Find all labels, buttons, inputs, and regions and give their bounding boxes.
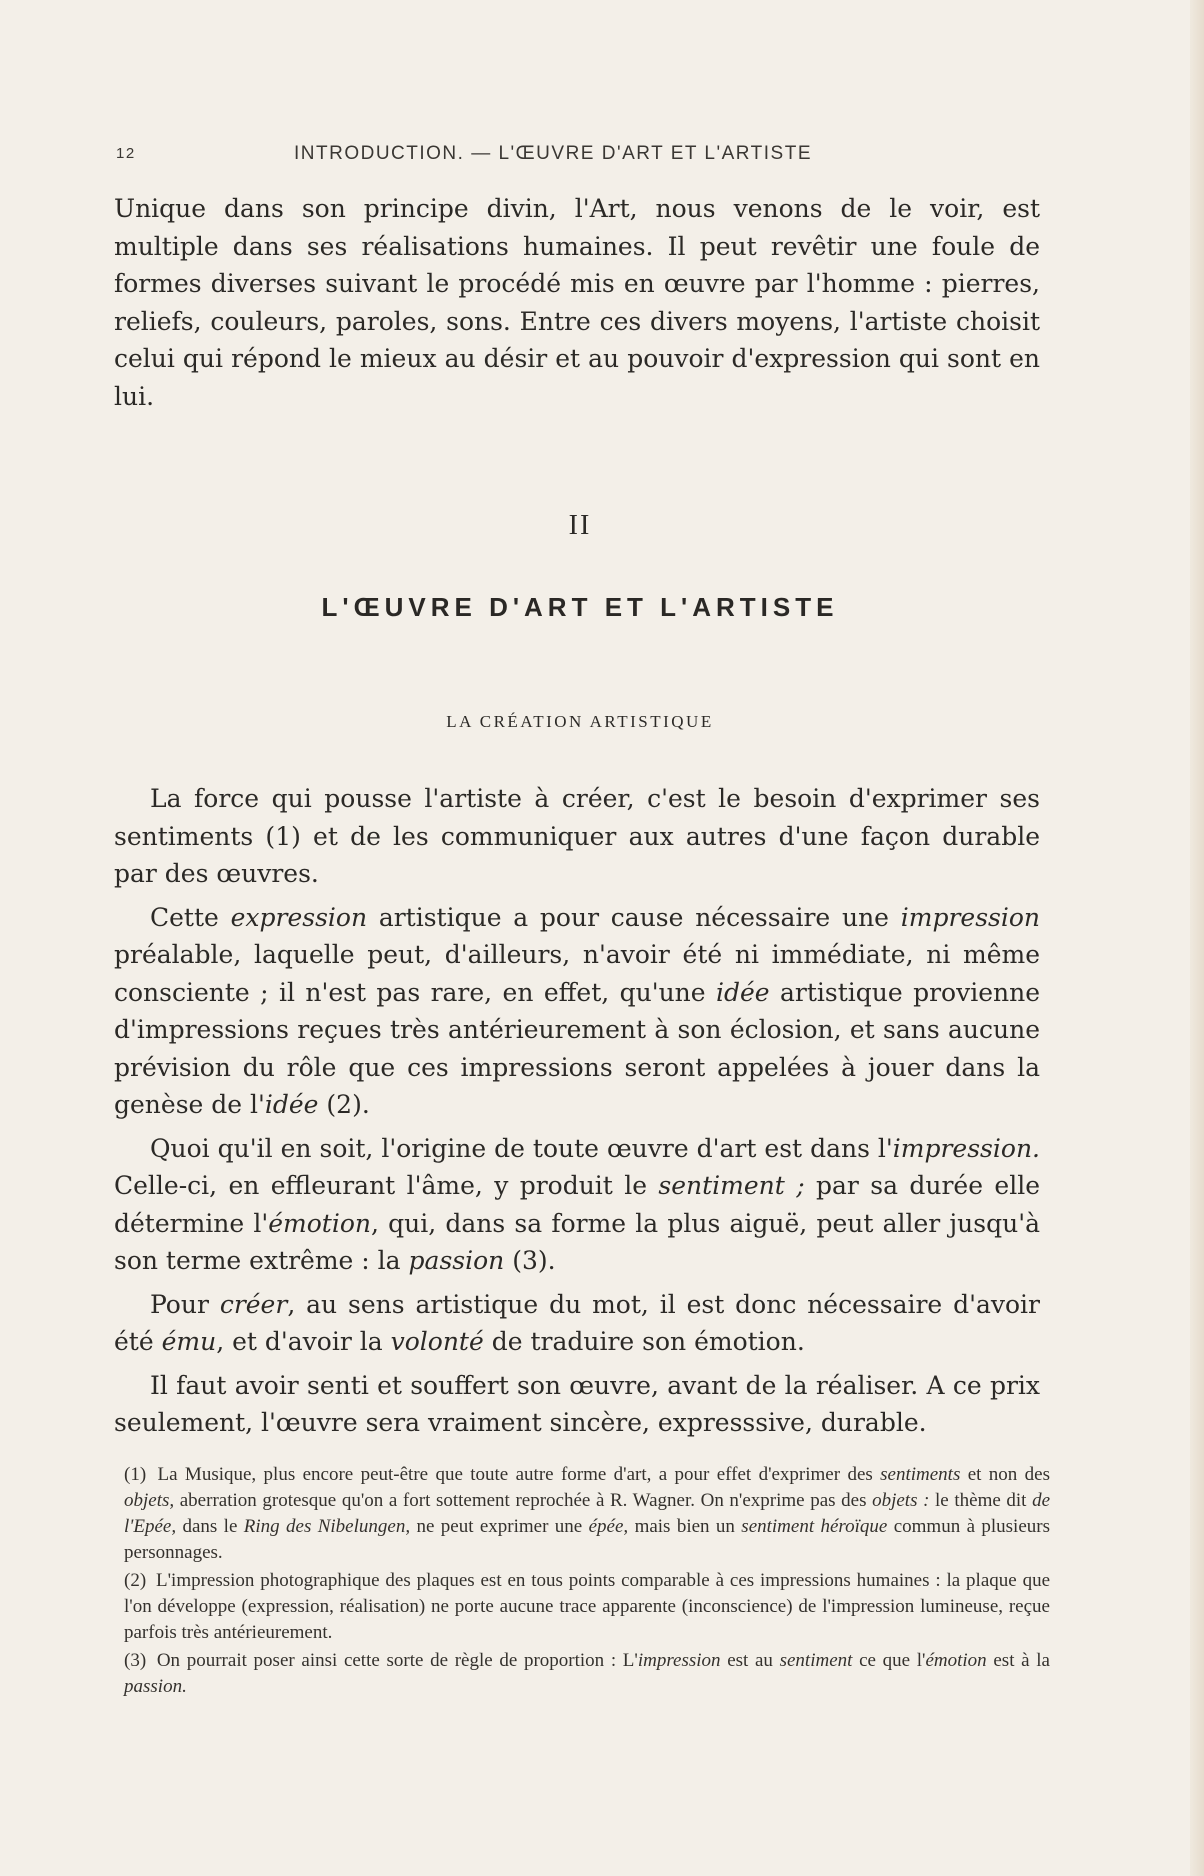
intro-paragraph: Unique dans son principe divin, l'Art, nous venons de le voir, est multiple dans ses réalisations humaines. Il peut revêtir une foule de formes diverses suivant le procédé mis en œuvre par l'homme : pierres, reliefs, couleurs, paroles, sons. Entre ces divers moyens, l'artiste choisit celui qui répond le mieux au désir et au pouvoir d'expression qui sont en lui.: [114, 194, 1040, 411]
body-text: [114, 780, 1040, 1442]
footnote-2: (2) L'impression photographique des plaques est en tous points comparable à ces impressions humaines : la plaque que l'on développe (expression, réalisation) ne porte aucune trace apparente (inconscience) de l'impression lumineuse, reçue parfois très antérieurement.: [124, 1570, 1050, 1643]
section-title: L'ŒUVRE D'ART ET L'ARTISTE: [321, 592, 839, 622]
running-head: [116, 143, 1036, 173]
running-head-title: INTRODUCTION. — L'ŒUVRE D'ART ET L'ARTISTE: [294, 143, 812, 164]
section-subtitle: LA CRÉATION ARTISTIQUE: [446, 712, 714, 731]
paragraph-3: Quoi qu'il en soit, l'origine de toute œuvre d'art est dans l'impression. Celle-ci, en effleurant l'âme, y produit le sentiment ; par sa durée elle détermine l'émotion, qui, dans sa forme la plus aiguë, peut aller jusqu'à son terme extrême : la passion (3).: [114, 1133, 1040, 1275]
page-edge: [1190, 0, 1204, 1876]
paragraph-1: La force qui pousse l'artiste à créer, c'est le besoin d'exprimer ses sentiments (1) et de les communiquer aux autres d'une façon durable par des œuvres.: [114, 784, 1040, 888]
paragraph-4: Pour créer, au sens artistique du mot, il est donc nécessaire d'avoir été ému, et d'avoir la volonté de traduire son émotion.: [114, 1289, 1041, 1356]
section-numeral: II: [568, 510, 592, 541]
footnote-1: (1) La Musique, plus encore peut-être que toute autre forme d'art, a pour effet d'exprimer des sentiments et non des objets, aberration grotesque qu'on a fort sottement reprochée à R. Wagner. On n'exprime pas des objets : le thème dit de l'Epée, dans le Ring des Nibelungen, ne peut exprimer une épée, mais bien un sentiment héroïque commun à plusieurs personnages.: [124, 1464, 1050, 1563]
footnotes: [124, 1462, 1050, 1702]
paragraph-5: Il faut avoir senti et souffert son œuvre, avant de la réaliser. A ce prix seulement, l'œuvre sera vraiment sincère, expresssive, durable.: [114, 1370, 1040, 1437]
footnote-3: (3) On pourrait poser ainsi cette sorte de règle de proportion : L'impression est au sentiment ce que l'émotion est à la passion.: [124, 1650, 1050, 1697]
page-number: 12: [116, 145, 136, 162]
paragraph-2: Cette expression artistique a pour cause nécessaire une impression préalable, laquelle peut, d'ailleurs, n'avoir été ni immédiate, ni même consciente ; il n'est pas rare, en effet, qu'une idée artistique provienne d'impressions reçues très antérieurement à son éclosion, et sans aucune prévision du rôle que ces impressions seront appelées à jouer dans la genèse de l'idée (2).: [114, 902, 1041, 1119]
